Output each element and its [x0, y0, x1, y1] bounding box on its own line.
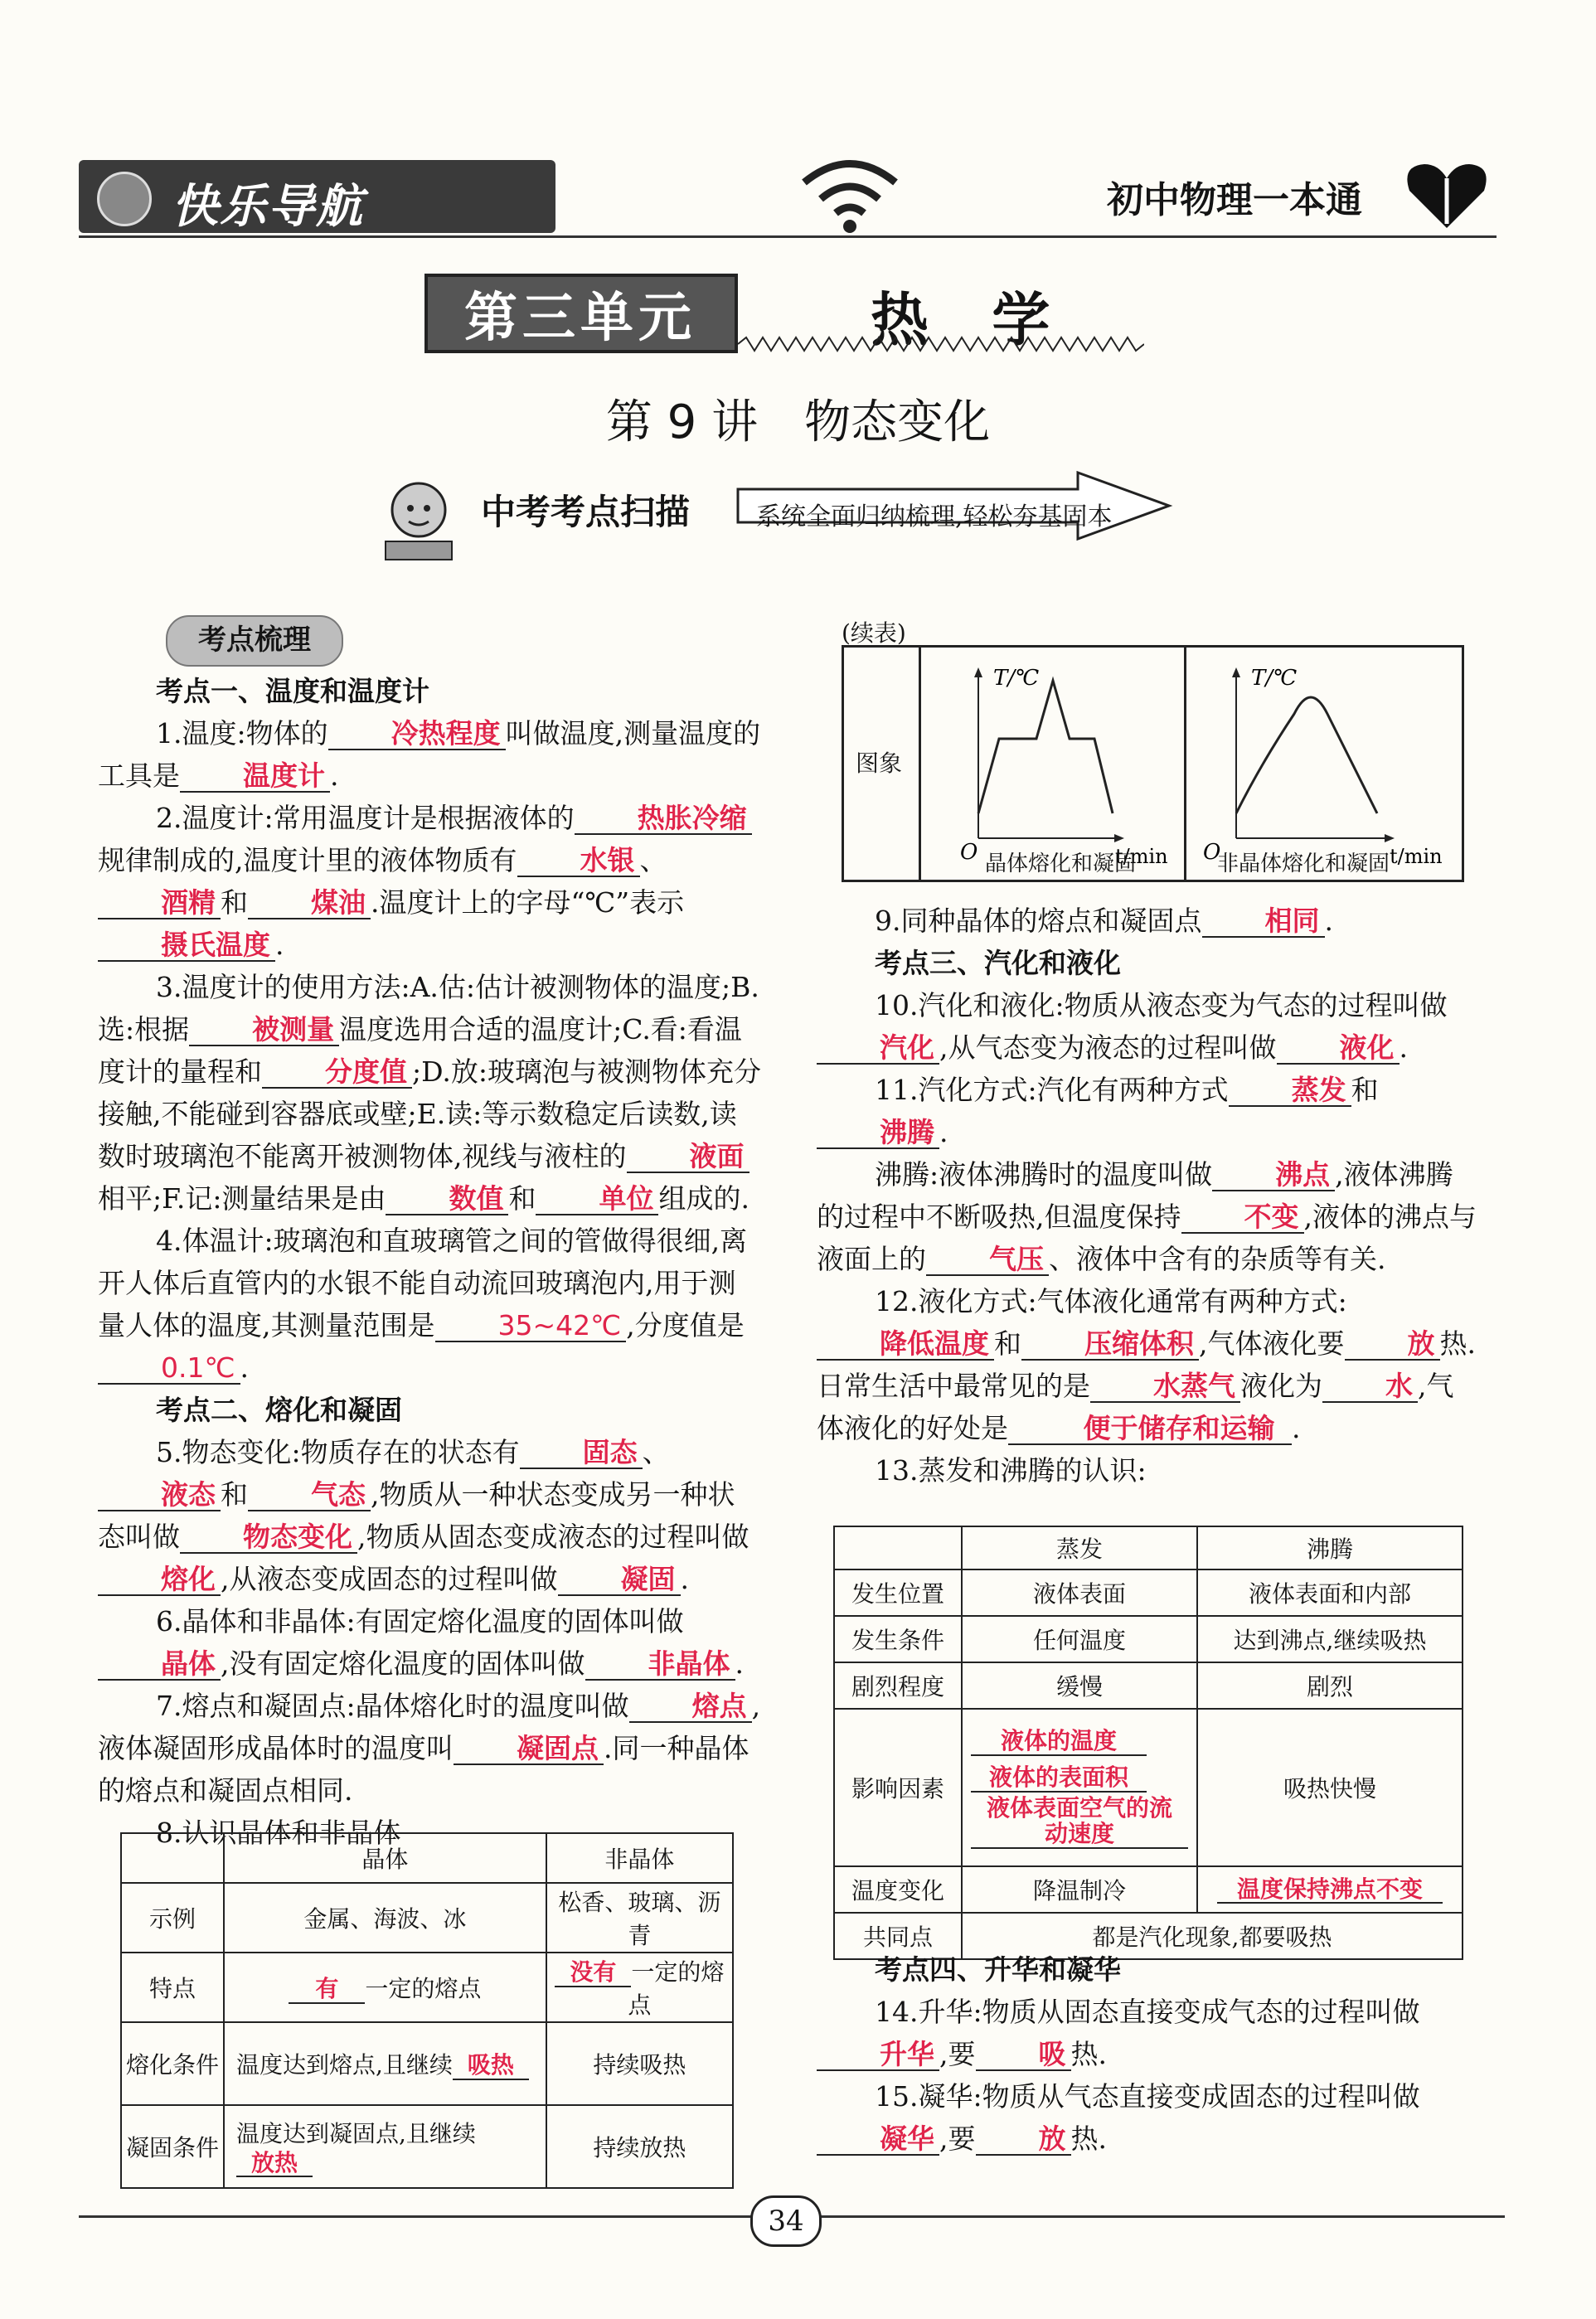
item-12: 12.液化方式:气体液化通常有两种方式:降低温度 和 压缩体积 ,气体液化要 放 热.日常生活中最常见的是 水蒸气 液化为 水 ,气体液化的好处是 便于储存和运输 .	[817, 1285, 1476, 1444]
item-2: 2.温度计:常用温度计是根据液体的 热胀冷缩规律制成的,温度计里的液体物质有 水银 、酒精 和 煤油 .温度计上的字母“℃”表示摄氏温度 .	[98, 797, 761, 966]
left-column	[98, 670, 761, 1854]
series-title: 初中物理一本通	[1107, 179, 1362, 221]
item-10: 10.汽化和液化:物质从液态变为气态的过程叫做汽化 ,从气态变为液态的过程叫做 液化 .	[817, 984, 1480, 1069]
graph-row-label-cell	[844, 648, 921, 880]
unit-label: 第三单元	[464, 287, 696, 349]
section-tag: 考点梳理	[166, 615, 343, 667]
brand-banner	[79, 160, 555, 233]
item-15: 15.凝华:物质从气态直接变成固态的过程叫做凝华 ,要 放 热.	[817, 2075, 1480, 2160]
lecture-title: 第 9 讲 物态变化	[605, 395, 991, 449]
wifi-icon	[796, 153, 904, 236]
item-8: 8.认识晶体和非晶体	[156, 1817, 401, 1849]
item-6: 6.晶体和非晶体:有固定熔化温度的固体叫做晶体 ,没有固定熔化温度的固体叫做 非晶体 .	[98, 1600, 761, 1685]
brand-title: 快乐导航	[172, 180, 364, 234]
page-number: 34	[750, 2195, 822, 2247]
crystal-graph	[920, 648, 1184, 880]
unit-subject: 热 学	[871, 285, 1072, 354]
item-9: 9.同种晶体的熔点和凝固点 相同 .	[875, 905, 1333, 937]
graph-table	[842, 645, 1464, 882]
heart-icon	[1401, 158, 1492, 232]
scan-title: 中考考点扫描	[481, 492, 691, 532]
amorphous-ylabel: T/℃	[1251, 666, 1298, 691]
amorphous-caption: 非晶体熔化和凝固	[1217, 851, 1390, 876]
item-3: 3.温度计的使用方法:A.估:估计被测物体的温度;B.选:根据 被测量 温度选用合适的温度计;C.看:看温度计的量程和 分度值 ;D.放:玻璃泡与被测物体充分接触,不能碰到容器底或壁;E.读:等示数稳定后读数,读数时玻璃泡不能离开被测物体,视线与液柱的 液面相平;F.记:测量结果是由 数值 和 单位 组成的.	[98, 971, 762, 1215]
item-4: 4.体温计:玻璃泡和直玻璃管之间的管做得很细,离开人体后直管内的水银不能自动流回玻璃泡内,用于测量人体的温度,其测量范围是 35~42℃ ,分度值是0.1℃ .	[98, 1225, 748, 1384]
section3-title: 考点三、汽化和液化	[875, 947, 1121, 979]
amorphous-origin: O	[1203, 840, 1221, 865]
boiling-paragraph: 沸腾:液体沸腾时的温度叫做 沸点 ,液体沸腾的过程中不断吸热,但温度保持 不变 ,液体的沸点与液面上的 气压 、液体中含有的杂质等有关.	[817, 1158, 1477, 1275]
section4-title: 考点四、升华和凝华	[875, 1953, 1121, 1986]
item-14: 14.升华:物质从固态直接变成气态的过程叫做升华 ,要 吸 热.	[817, 1991, 1480, 2075]
crystal-table: 晶体 非晶体 示例 金属、海波、冰 松香、玻璃、沥青 特点 有 一定的熔点 没有 一定的熔点 熔化条件 温度达到熔点,且继续 吸热 持续吸热 凝固条件 温度达到凝固点,且继续放热 持续放热	[120, 1832, 734, 2189]
zigzag-divider	[738, 336, 1144, 352]
hand-logo-icon	[97, 172, 152, 226]
crystal-origin: O	[960, 840, 978, 865]
amorphous-xlabel: t/min	[1390, 845, 1443, 868]
student-cartoon-icon	[369, 477, 468, 564]
item-1: 1.温度:物体的 冷热程度 叫做温度,测量温度的工具是 温度计 .	[98, 717, 761, 792]
section2-title: 考点二、熔化和凝固	[156, 1394, 402, 1426]
item-5: 5.物态变化:物质存在的状态有 固态 、液态 和 气态 ,物质从一种状态变成另一种状态叫做 物态变化 ,物质从固态变成液态的过程叫做熔化 ,从液态变成固态的过程叫做 凝固 .	[98, 1436, 749, 1595]
graph-row-label: 图象	[856, 750, 903, 777]
section4	[817, 1948, 1480, 2160]
right-column	[817, 900, 1480, 1492]
crystal-caption: 晶体熔化和凝固	[985, 851, 1137, 876]
continued-label: (续表)	[842, 619, 906, 647]
crystal-ylabel: T/℃	[993, 666, 1040, 691]
section1-title: 考点一、温度和温度计	[156, 675, 429, 707]
item-13: 13.蒸发和沸腾的认识:	[875, 1454, 1147, 1487]
evaporation-boiling-table: 蒸发 沸腾 发生位置 液体表面 液体表面和内部 发生条件 任何温度 达到沸点,继续吸热 剧烈程度 缓慢 剧烈 影响因素 液体的温度 液体的表面积 液体表面空气的流动速度 吸热快慢 温度变化 降温制冷 温度保持沸点不变 共同点 都是汽化现象,都要吸热	[833, 1526, 1463, 1960]
item-11: 11.汽化方式:汽化有两种方式 蒸发 和沸腾 .	[817, 1069, 1480, 1153]
header-rule	[79, 235, 1497, 238]
item-7: 7.熔点和凝固点:晶体熔化时的温度叫做 熔点 ,液体凝固形成晶体时的温度叫 凝固点 .同一种晶体的熔点和凝固点相同.	[98, 1690, 761, 1807]
scan-subtitle: 系统全面归纳梳理,轻松夯基固本	[756, 502, 1113, 531]
crystal-xlabel: t/min	[1115, 845, 1168, 868]
amorphous-graph	[1186, 648, 1460, 880]
